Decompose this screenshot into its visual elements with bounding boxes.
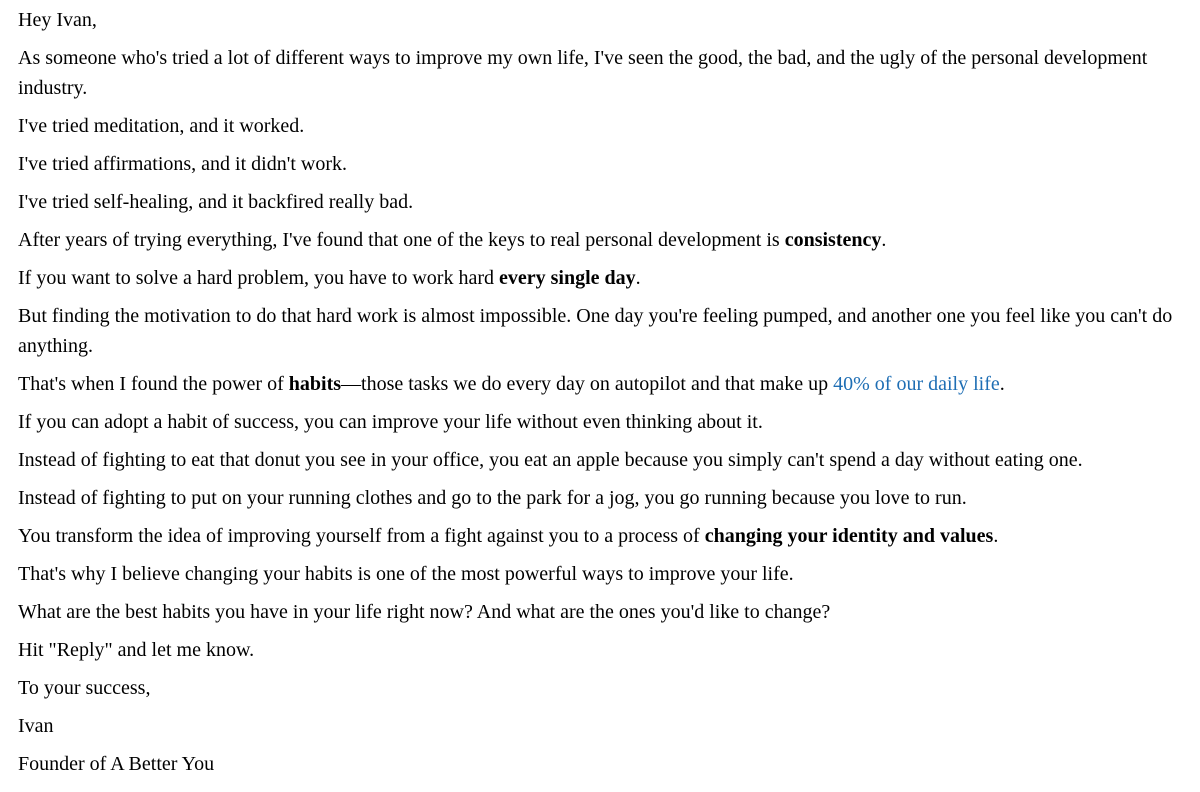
paragraph [18,597,1184,627]
paragraph [18,369,1184,399]
paragraph [18,673,1184,703]
text-run: . [999,373,1005,395]
text-run: Instead of fighting to put on your running clothes and go to the park for a jog, you go running because you love to run. [18,487,967,509]
bold-text: changing your identity and values [704,525,994,547]
text-run: Hey Ivan, [18,9,97,31]
text-run: Ivan [18,715,54,737]
paragraph [18,43,1184,103]
paragraph [18,407,1184,437]
text-run: To your success, [18,677,151,699]
text-run: I've tried self-healing, and it backfired really bad. [18,191,414,213]
paragraph [18,301,1184,361]
text-run: . [881,229,887,251]
text-run: That's when I found the power of [18,373,289,395]
text-run: —those tasks we do every day on autopilot and that make up [341,373,834,395]
bold-text: every single day [499,267,636,289]
text-run: After years of trying everything, I've found that one of the keys to real personal development is [18,229,785,251]
text-run: What are the best habits you have in your life right now? And what are the ones you'd like to change? [18,601,831,623]
text-run: Founder of A Better You [18,753,215,775]
paragraph [18,635,1184,665]
text-run: I've tried affirmations, and it didn't work. [18,153,347,175]
paragraph [18,187,1184,217]
daily-life-link[interactable]: 40% of our daily life [833,373,1000,395]
text-run: . [993,525,999,547]
text-run: But finding the motivation to do that hard work is almost impossible. One day you're feeling pumped, and another one you feel like you can't do anything. [18,305,1173,357]
text-run: Hit "Reply" and let me know. [18,639,255,661]
bold-text: habits [288,373,342,395]
text-run: You transform the idea of improving yourself from a fight against you to a process of [18,525,705,547]
paragraph [18,225,1184,255]
paragraph [18,5,1184,35]
paragraph [18,263,1184,293]
text-run: If you want to solve a hard problem, you have to work hard [18,267,499,289]
bold-text: consistency [784,229,882,251]
paragraph [18,445,1184,475]
paragraph [18,559,1184,589]
paragraph [18,483,1184,513]
paragraph [18,749,1184,779]
text-run: I've tried meditation, and it worked. [18,115,305,137]
paragraph [18,111,1184,141]
paragraph [18,521,1184,551]
text-run: As someone who's tried a lot of different ways to improve my own life, I've seen the good, the bad, and the ugly of the personal development industry. [18,47,1148,99]
text-run: That's why I believe changing your habits is one of the most powerful ways to improve your life. [18,563,794,585]
text-run: If you can adopt a habit of success, you can improve your life without even thinking about it. [18,411,763,433]
text-run: Instead of fighting to eat that donut you see in your office, you eat an apple because you simply can't spend a day without eating one. [18,449,1083,471]
paragraph [18,149,1184,179]
text-run: . [635,267,641,289]
paragraph [18,711,1184,741]
